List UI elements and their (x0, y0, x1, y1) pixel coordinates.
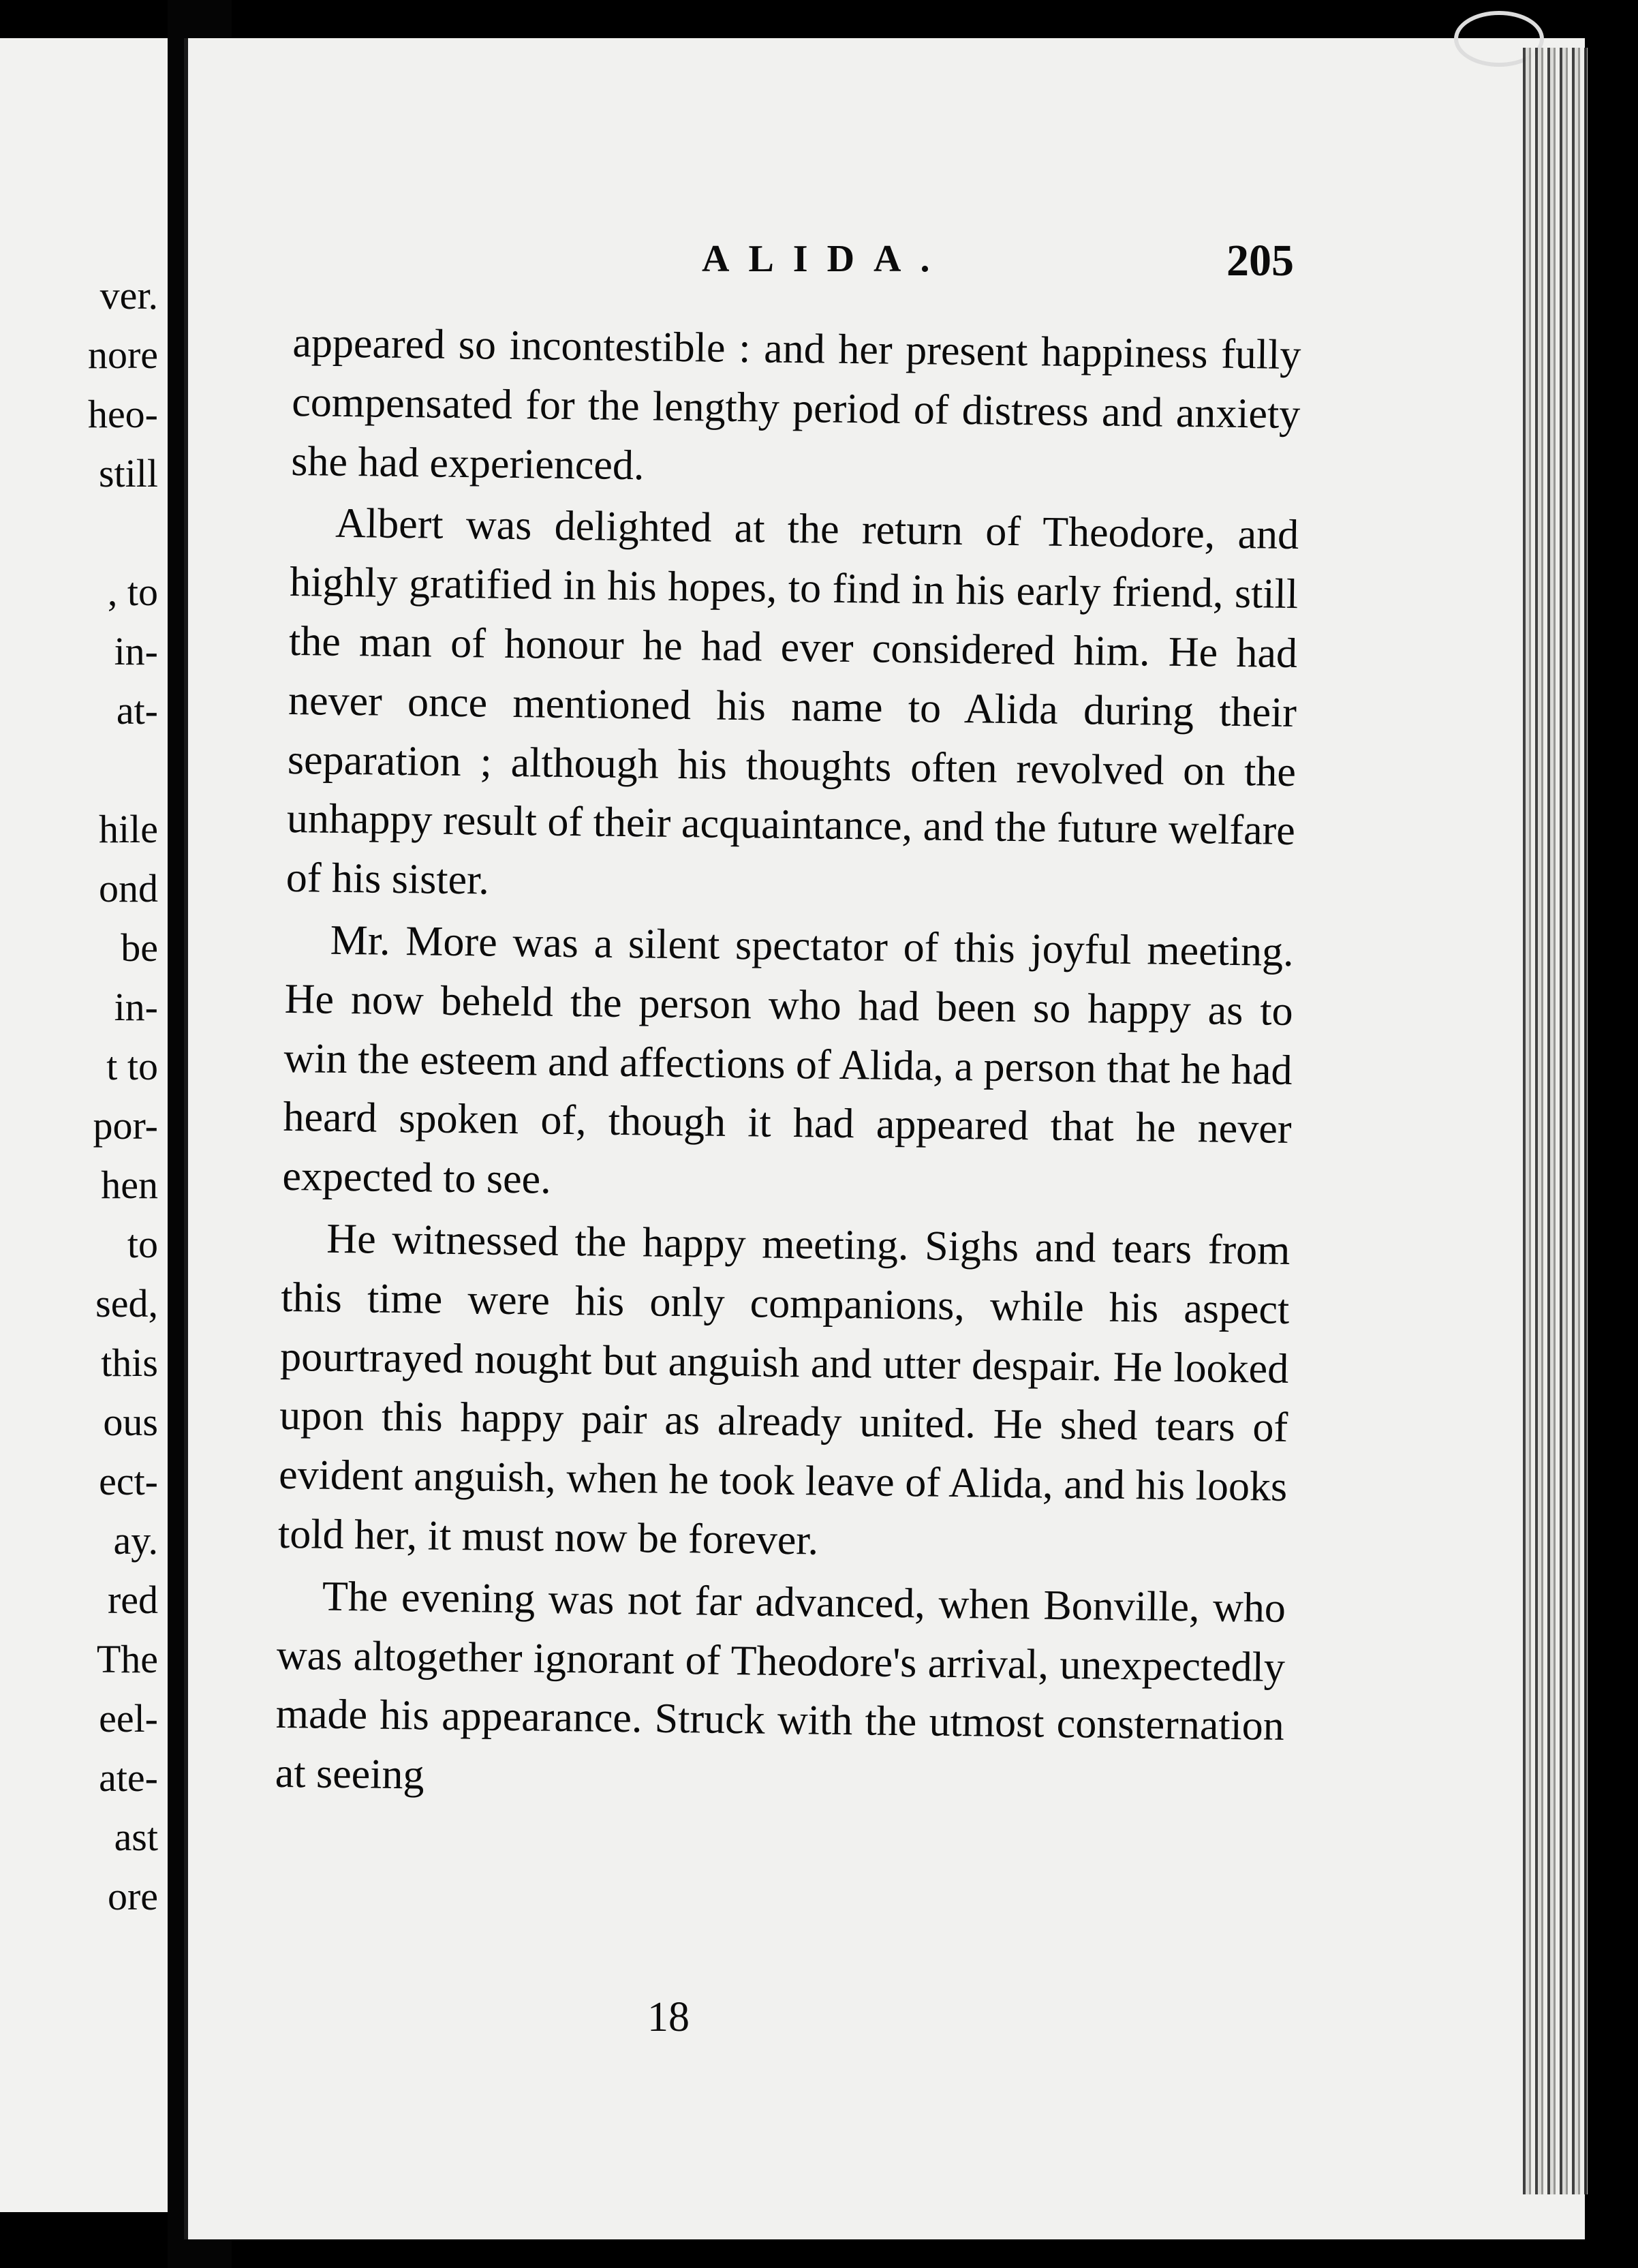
left-page-line: in- (114, 985, 158, 1029)
left-page-line: still (98, 451, 158, 495)
left-page-line: hile (99, 807, 158, 851)
paragraph: The evening was not far advanced, when Bonville, who was altogether ignorant of Theodore's arrival, unexpectedly made his appearance. Struck with the utmost consternation at seeing (275, 1573, 1286, 1798)
left-page-line: sed, (95, 1281, 158, 1325)
left-page-line: hen (101, 1163, 158, 1207)
left-page-line: ond (99, 866, 158, 910)
page-body (275, 313, 1301, 1818)
left-page-line: por- (93, 1103, 158, 1148)
left-page-line: ate- (99, 1756, 158, 1800)
left-page-line: heo- (87, 392, 158, 436)
left-page-line: in- (114, 629, 158, 673)
left-page-line: nore (87, 333, 158, 377)
left-page-line: eel- (99, 1696, 158, 1741)
left-page-line: , to (107, 570, 158, 614)
left-page-line: red (107, 1578, 158, 1622)
left-page-line: at- (116, 688, 158, 733)
left-page-line: ore (107, 1874, 158, 1918)
left-page-line: be (121, 925, 158, 970)
paragraph: Albert was delighted at the return of Theodore, and highly gratified in his hopes, to find in his early friend, still the man of honour he had ever considered him. He had never once mentioned his name to Alida during their separation ; although his thoughts often revolved on the unhappy result of their acquaintance, and the future welfare of his sister. (285, 500, 1299, 904)
running-title: ALIDA. (702, 238, 949, 280)
signature-mark: 18 (647, 1994, 690, 2040)
page-number: 205 (1226, 236, 1294, 286)
left-page-line: ver. (99, 273, 158, 318)
left-page-line: to (127, 1222, 158, 1266)
paragraph: He witnessed the happy meeting. Sighs and tears from this time were his only companions, while his aspect pourtrayed nought but anguish and utter despair. He looked upon this happy pair as already united. He shed tears of evident anguish, when he took leave of Alida, and his looks told her, it must now be forever. (277, 1215, 1291, 1564)
paragraph: appeared so incontestible : and her present happiness fully compensated for the lengthy period of distress and anxiety she had experienced. (290, 319, 1301, 489)
left-page-line: ous (103, 1400, 158, 1444)
page-edges (1523, 48, 1588, 2194)
left-page-line: ay. (113, 1518, 158, 1563)
left-page-line: The (96, 1637, 158, 1681)
left-page-line: ast (114, 1815, 158, 1859)
left-page-line: t to (106, 1044, 158, 1088)
left-page-line: ect- (99, 1459, 158, 1503)
left-page-line: this (101, 1340, 158, 1385)
paragraph: Mr. More was a silent spectator of this joyful meeting. He now beheld the person who had been so happy as to win the esteem and affections of Alida, a person that he had heard spoken of, though it had appeared that he never expected to see. (282, 917, 1295, 1203)
previous-page-fragment (0, 38, 168, 2212)
